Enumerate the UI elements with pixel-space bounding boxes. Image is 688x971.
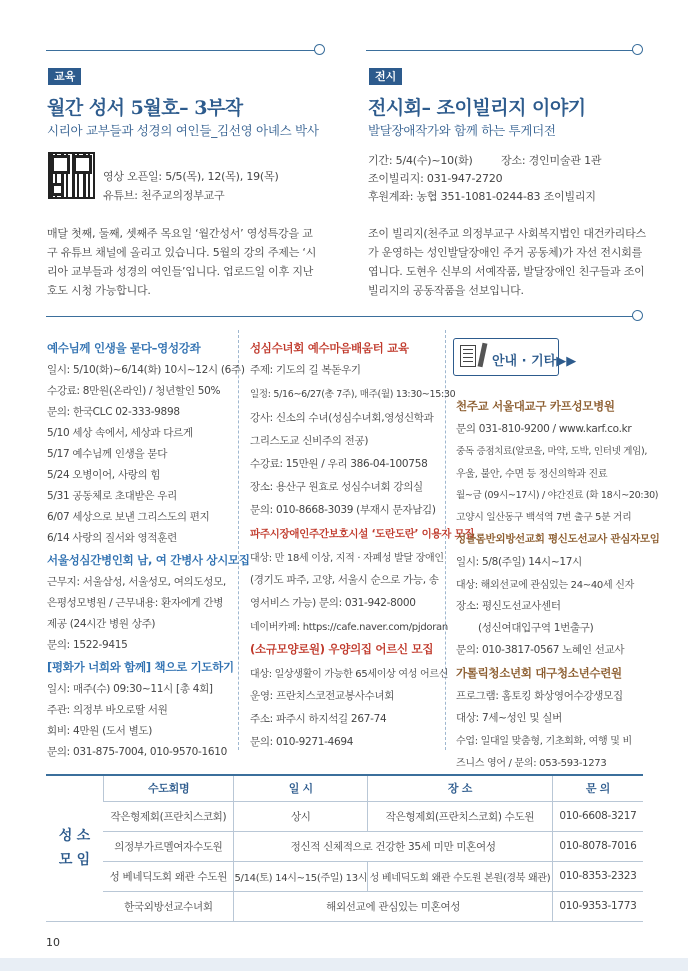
section-line: (경기도 파주, 고양, 서울시 순으로 가능, 송 <box>250 574 439 586</box>
section-line: 강사: 신소의 수녀(성심수녀회,영성신학과 <box>250 412 434 424</box>
table-row <box>46 891 643 921</box>
side-label-1: 성 소 <box>58 828 90 845</box>
section-line: 6/07 세상으로 보낸 그리스도의 편지 <box>47 511 210 523</box>
column-header: 일 시 <box>234 775 368 801</box>
page-number: 10 <box>46 936 60 949</box>
section-line: 영서비스 가능) 문의: 031-942-8000 <box>250 597 416 609</box>
section-line: 문의: 010-3817-0567 노혜인 선교사 <box>456 644 625 656</box>
top-rule-left-dot <box>314 44 325 55</box>
table-row <box>46 831 643 861</box>
section-line: 일정: 5/16~6/27(총 7주), 매주(월) 13:30~15:30 <box>250 389 456 400</box>
section-line: 문의: 1522-9415 <box>47 639 128 651</box>
section-title: 파주시장애인주간보호시설 ‘도란도란’ 이용자 모집 <box>250 528 475 540</box>
section-line: 6/14 사랑의 질서와 영적훈련 <box>47 532 177 544</box>
exhibition-contact: 조이빌리지: 031-947-2720 <box>368 172 503 185</box>
section-line: 중독 증점치료(알코올, 마약, 도박, 인터넷 게임), <box>456 446 648 457</box>
meeting-contact: 010-8078-7016 <box>552 831 643 861</box>
order-name: 작은형제회(프란치스코회) <box>103 801 234 831</box>
section-line: 일시: 매주(수) 09:30~11시 [총 4회] <box>47 683 213 695</box>
education-paragraph-line: 리아 교부들과 성경의 여인들’입니다. 업로드일 이후 지난 <box>47 265 314 278</box>
exhibition-subtitle: 발달장애작가와 함께 하는 투게더전 <box>368 123 556 138</box>
section-line: 대상: 해외선교에 관심있는 24~40세 신자 <box>456 580 634 591</box>
section-line: 수강료: 15만원 / 우리 386-04-100758 <box>250 458 428 470</box>
meeting-eligibility: 정신적 신체적으로 건강한 35세 미만 미혼여성 <box>234 831 552 861</box>
meeting-contact: 010-8353-2323 <box>552 861 643 891</box>
meeting-place: 성 베네딕도회 왜관 수도원 본원(경북 왜관) <box>368 861 553 891</box>
qr-code[interactable] <box>48 152 95 199</box>
section-title: 성골롬반외방선교회 평신도선교사 관심자모임 <box>456 533 660 545</box>
section-line: 장소: 평신도선교사센터 <box>456 600 561 612</box>
section-title: [평화가 너희와 함께] 책으로 기도하기 <box>47 660 234 674</box>
section-line: 근무지: 서울삼성, 서울성모, 여의도성모, <box>47 576 226 588</box>
section-line: 5/31 공동체로 초대받은 우리 <box>47 490 177 502</box>
section-line: 네이버카페: https://cafe.naver.com/pjdoran <box>250 622 448 633</box>
section-line: 제공 (24시간 병원 상주) <box>47 618 156 630</box>
video-open-line: 영상 오픈일: 5/5(목), 12(목), 19(목) <box>103 170 279 183</box>
section-title: 천주교 서울대교구 카프성모병원 <box>456 399 615 413</box>
section-line: 즈니스 영어 / 문의: 053-593-1273 <box>456 758 607 769</box>
side-label-2: 모 임 <box>58 852 90 869</box>
section-line: 5/10 세상 속에서, 세상과 다르게 <box>47 427 193 439</box>
education-paragraph-line: 매달 첫째, 둘째, 셋째주 목요일 ‘월간성서’ 영성특강을 교 <box>47 227 313 240</box>
middle-rule <box>46 316 634 317</box>
section-title: 서울성심간병인회 남, 여 간병사 상시모집 <box>47 553 250 567</box>
section-line: 문의: 010-8668-3039 (부재시 문자남김) <box>250 504 436 516</box>
exhibition-paragraph-line: 가 운영하는 성인발달장애인 주거 공동체)가 자선 전시회를 <box>368 246 643 259</box>
exhibition-period: 기간: 5/4(수)~10(화) <box>368 154 473 167</box>
section-line: 문의: 한국CLC 02-333-9898 <box>47 406 180 418</box>
info-header-label: 안내 · 기타▶▶ <box>492 354 577 369</box>
section-line: 운영: 프란치스코전교봉사수녀회 <box>250 690 395 702</box>
section-title: 예수님께 인생을 묻다–영성강좌 <box>47 341 201 355</box>
column-header: 수도회명 <box>103 775 234 801</box>
order-name: 의정부가르멜여자수도원 <box>103 831 234 861</box>
table-side-label <box>46 775 103 921</box>
middle-rule-dot <box>632 310 643 321</box>
column-header: 문 의 <box>552 775 643 801</box>
section-line: 월~금 (09시~17시) / 야간진료 (화 18시~20:30) <box>456 490 659 501</box>
exhibition-paragraph-line: 조이 빌리지(천주교 의정부교구 사회복지법인 대건카리타스 <box>368 227 646 240</box>
column-divider <box>238 330 239 750</box>
section-line: 대상: 만 18세 이상, 지적 · 자폐성 발달 장애인 <box>250 553 444 564</box>
section-line: 대상: 7세~성인 및 실버 <box>456 712 562 724</box>
section-line: 회비: 4만원 (도서 별도) <box>47 725 153 737</box>
order-name: 성 베네딕도회 왜관 수도원 <box>103 861 234 891</box>
education-subtitle: 시리아 교부들과 성경의 여인들_김선영 아녜스 박사 <box>47 123 319 138</box>
meeting-time: 상시 <box>234 801 368 831</box>
meeting-contact: 010-6608-3217 <box>552 801 643 831</box>
meeting-contact: 010-9353-1773 <box>552 891 643 921</box>
section-line: 5/17 예수님께 인생을 묻다 <box>47 448 168 460</box>
meeting-time: 5/14(토) 14시~15(주일) 13시 <box>234 861 368 891</box>
order-name: 한국외방선교수녀회 <box>103 891 234 921</box>
section-line: 일시: 5/8(주일) 14시~17시 <box>456 556 582 568</box>
section-line: 그리스도교 신비주의 전공) <box>250 435 369 447</box>
table-row <box>46 801 643 831</box>
section-title: (소규모양로원) 우양의집 어르신 모집 <box>250 642 434 656</box>
education-paragraph-line: 구 유튜브 채널에 올리고 있습니다. 5월의 강의 주제는 ‘시 <box>47 246 317 259</box>
top-rule-left <box>46 50 316 51</box>
column-header: 장 소 <box>368 775 553 801</box>
exhibition-tag: 전시 <box>369 68 402 85</box>
exhibition-paragraph-line: 빌리지의 공동작품을 선보입니다. <box>368 284 524 297</box>
youtube-line: 유튜브: 천주교의정부교구 <box>103 189 225 202</box>
section-line: 주소: 파주시 하지석길 267-74 <box>250 713 387 725</box>
section-line: 수강료: 8만원(온라인) / 청년할인 50% <box>47 385 221 397</box>
section-line: 주관: 의정부 바오로딸 서원 <box>47 704 168 716</box>
section-line: 고양시 일산동구 백석역 7번 출구 5분 거리 <box>456 512 632 523</box>
section-line: 문의: 010-9271-4694 <box>250 736 354 748</box>
table-row <box>46 861 643 891</box>
section-line: 5/24 오병이어, 사랑의 힘 <box>47 469 161 481</box>
section-line: 프로그램: 홈토킹 화상영어수강생모집 <box>456 690 623 702</box>
table-header-row <box>46 775 643 801</box>
section-line: 주제: 기도의 길 복돋우기 <box>250 364 361 376</box>
section-line: 문의 031-810-9200 / www.karf.co.kr <box>456 423 632 435</box>
section-title: 성심수녀회 예수마음배움터 교육 <box>250 341 409 355</box>
education-paragraph-line: 호도 시청 가능합니다. <box>47 284 151 297</box>
exhibition-paragraph-line: 엽니다. 도현우 신부의 서예작품, 발달장애인 친구들과 조이 <box>368 265 645 278</box>
bottom-bar <box>0 958 688 971</box>
section-line: 수업: 일대일 맞춤형, 기초회화, 여행 및 비 <box>456 736 632 747</box>
section-line: 은평성모병원 / 근무내용: 환자에게 간병 <box>47 597 224 609</box>
section-line: 문의: 031-875-7004, 010-9570-1610 <box>47 746 227 758</box>
section-line: 장소: 용산구 원효로 성심수녀회 강의실 <box>250 481 423 493</box>
vocation-meetings-table <box>46 774 643 922</box>
exhibition-venue: 장소: 경인미술관 1관 <box>501 154 602 167</box>
exhibition-title: 전시회– 조이빌리지 이야기 <box>368 97 586 119</box>
section-line: (성신여대입구역 1번출구) <box>478 622 594 634</box>
section-line: 대상: 일상생활이 가능한 65세이상 여성 어르신 <box>250 669 449 680</box>
meeting-place: 작은형제회(프란치스코회) 수도원 <box>368 801 553 831</box>
exhibition-account: 후원계좌: 농협 351-1081-0244-83 조이빌리지 <box>368 190 596 203</box>
top-rule-right-dot <box>632 44 643 55</box>
education-tag: 교육 <box>48 68 81 85</box>
section-line: 우울, 불안, 수면 등 정신의학과 진료 <box>456 469 608 480</box>
top-rule-right <box>366 50 634 51</box>
meeting-eligibility: 해외선교에 관심있는 미혼여성 <box>234 891 552 921</box>
education-title: 월간 성서 5월호– 3부작 <box>47 97 243 119</box>
notepad-icon <box>460 345 476 367</box>
section-line: 일시: 5/10(화)~6/14(화) 10시~12시 (6주) <box>47 364 245 376</box>
section-title: 가톨릭청소년회 대구청소년수련원 <box>456 666 622 680</box>
